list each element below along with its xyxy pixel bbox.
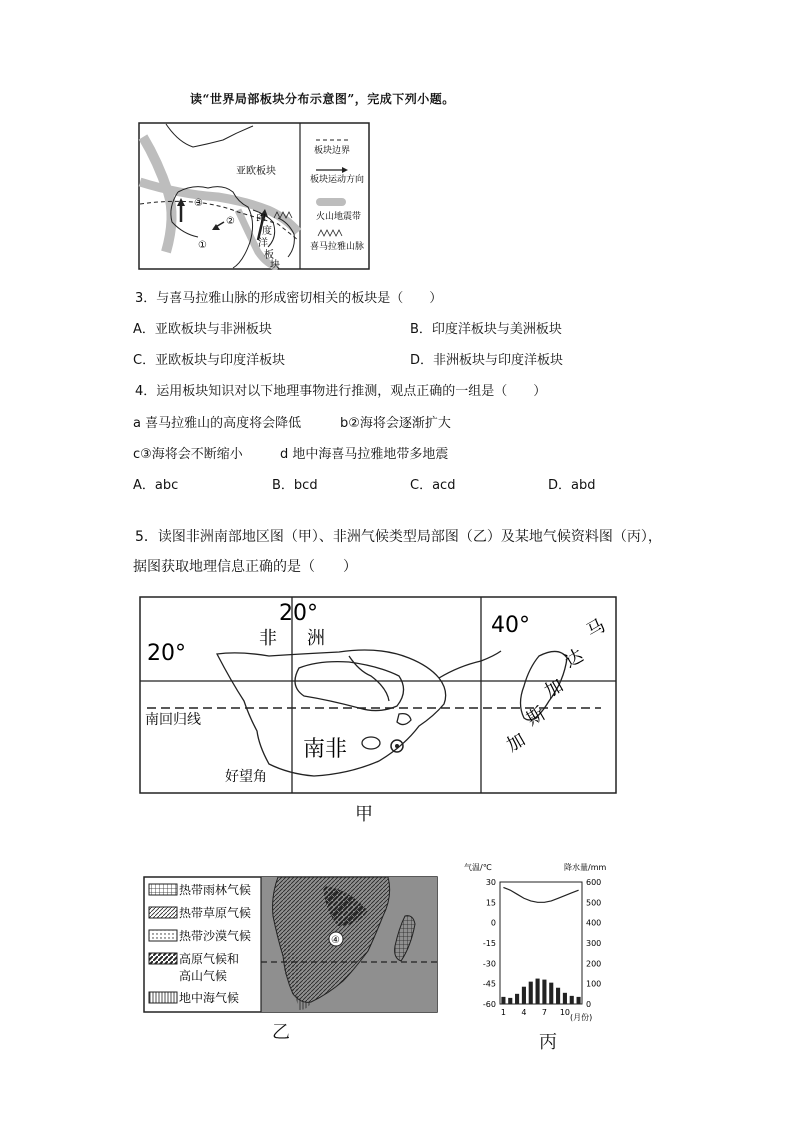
lat-20-label: 20° bbox=[147, 641, 186, 666]
indian-plate-label-5: 块 bbox=[270, 260, 280, 270]
yi-legend-highland-1: 高原气候和 bbox=[179, 952, 240, 966]
lon-20-label: 20° bbox=[279, 601, 318, 626]
q4-statement-c: c③海将会不断缩小 bbox=[133, 447, 243, 462]
yi-legend-desert: 热带沙漠气候 bbox=[179, 929, 252, 943]
chart-bar bbox=[577, 997, 581, 1004]
chart-right-tick: 600 bbox=[586, 878, 602, 887]
legend-movement: 板块运动方向 bbox=[310, 175, 365, 185]
chart-right-tick: 400 bbox=[586, 918, 602, 928]
q3-stem: 3．与喜马拉雅山脉的形成密切相关的板块是（ ） bbox=[135, 291, 443, 306]
chart-bar bbox=[515, 994, 519, 1004]
chart-left-tick: 30 bbox=[485, 878, 496, 887]
chart-bar bbox=[570, 996, 574, 1004]
chart-x-tick: 10 bbox=[559, 1008, 571, 1017]
madagascar-char-1: 马 bbox=[583, 615, 610, 643]
south-africa-label: 南非 bbox=[303, 737, 348, 762]
q3-option-b[interactable]: B．印度洋板块与美洲板块 bbox=[410, 322, 562, 337]
q4-option-d[interactable]: D．abd bbox=[548, 478, 596, 493]
climate-chart bbox=[460, 858, 620, 1024]
marker-3: ③ bbox=[194, 198, 203, 209]
marker-1: ① bbox=[198, 240, 207, 251]
q4-option-c[interactable]: C．acd bbox=[410, 478, 456, 493]
q4-option-b[interactable]: B．bcd bbox=[272, 478, 318, 493]
q5-stem-line2: 据图获取地理信息正确的是（ ） bbox=[133, 559, 357, 575]
chart-ylabel-right: 降水量/mm bbox=[564, 863, 607, 872]
climate-chart-svg bbox=[460, 858, 620, 1024]
madagascar-char-3: 加 bbox=[541, 675, 568, 703]
africa-label-1: 非 bbox=[259, 628, 277, 649]
caption-jia: 甲 bbox=[355, 804, 373, 825]
chart-xlabel: (月份) bbox=[570, 1013, 593, 1022]
chart-bar bbox=[549, 983, 553, 1004]
chart-left-tick: -60 bbox=[482, 1000, 496, 1009]
marker-2: ② bbox=[226, 216, 235, 227]
q3-option-c[interactable]: C．亚欧板块与印度洋板块 bbox=[133, 353, 286, 368]
chart-x-tick: 1 bbox=[500, 1008, 506, 1017]
caption-yi: 乙 bbox=[272, 1022, 290, 1043]
eurasian-plate-label: 亚欧板块 bbox=[236, 166, 276, 177]
legend-volcano: 火山地震带 bbox=[316, 212, 362, 222]
tropic-label: 南回归线 bbox=[145, 712, 201, 728]
map-jia bbox=[139, 596, 617, 794]
q3-option-a[interactable]: A．亚欧板块与非洲板块 bbox=[133, 322, 272, 337]
q4-statement-b: b②海将会逐渐扩大 bbox=[340, 416, 451, 431]
chart-left-tick: -15 bbox=[482, 939, 496, 948]
chart-left-tick: 15 bbox=[485, 898, 496, 908]
chart-right-tick: 0 bbox=[586, 1000, 592, 1009]
indian-plate-label-2: 度 bbox=[262, 226, 272, 237]
yi-legend-rainforest: 热带雨林气候 bbox=[179, 883, 252, 897]
chart-temperature-line bbox=[503, 887, 578, 902]
legend-himalaya: 喜马拉雅山脉 bbox=[310, 242, 365, 252]
madagascar-char-2: 达 bbox=[561, 645, 588, 673]
lon-40-label: 40° bbox=[491, 613, 530, 638]
chart-frame bbox=[500, 882, 582, 1004]
map-yi bbox=[143, 876, 438, 1013]
chart-left-tick: -30 bbox=[482, 959, 496, 969]
chart-ylabel-left: 气温/℃ bbox=[464, 863, 492, 872]
africa-label-2: 洲 bbox=[307, 628, 325, 649]
intro-text: 读“世界局部板块分布示意图”，完成下列小题。 bbox=[190, 92, 455, 106]
yi-legend-mediterranean: 地中海气候 bbox=[179, 991, 240, 1005]
chart-left-tick: 0 bbox=[490, 918, 496, 928]
yi-legend-savanna: 热带草原气候 bbox=[179, 906, 252, 920]
chart-left-tick: -45 bbox=[482, 979, 496, 989]
caption-bing: 丙 bbox=[539, 1032, 557, 1053]
chart-bar bbox=[536, 979, 540, 1004]
chart-bar bbox=[542, 980, 546, 1004]
q4-stem: 4．运用板块知识对以下地理事物进行推测，观点正确的一组是（ ） bbox=[135, 384, 547, 399]
legend-boundary: 板块边界 bbox=[314, 146, 351, 156]
indian-plate-label-4: 板 bbox=[264, 250, 274, 261]
chart-right-tick: 100 bbox=[586, 979, 602, 989]
q5-stem-line1: 5．读图非洲南部地区图（甲）、非洲气候类型局部图（乙）及某地气候资料图（丙）， bbox=[135, 529, 662, 545]
q4-statement-d: d 地中海喜马拉雅地带多地震 bbox=[280, 447, 449, 462]
chart-bar bbox=[508, 998, 512, 1004]
chart-right-tick: 500 bbox=[586, 898, 602, 908]
indian-plate-label-1: 印 bbox=[256, 214, 266, 225]
plate-map bbox=[138, 122, 370, 270]
chart-bar bbox=[529, 982, 533, 1004]
chart-x-tick: 7 bbox=[541, 1008, 547, 1017]
chart-right-tick: 300 bbox=[586, 939, 602, 948]
q4-statement-a: a 喜马拉雅山的高度将会降低 bbox=[133, 416, 302, 431]
chart-bar bbox=[563, 993, 567, 1004]
chart-bar bbox=[522, 987, 526, 1004]
q4-option-a[interactable]: A．abc bbox=[133, 478, 179, 493]
chart-bar bbox=[556, 988, 560, 1004]
chart-x-tick: 4 bbox=[521, 1008, 527, 1017]
marker-4: ④ bbox=[331, 935, 340, 946]
cape-label: 好望角 bbox=[225, 769, 267, 785]
chart-right-tick: 200 bbox=[586, 959, 602, 969]
chart-bar bbox=[501, 997, 505, 1004]
madagascar-char-4: 斯 bbox=[523, 703, 550, 731]
indian-plate-label-3: 洋 bbox=[258, 238, 268, 249]
madagascar-char-5: 加 bbox=[503, 729, 530, 757]
q3-option-d[interactable]: D．非洲板块与印度洋板块 bbox=[410, 353, 564, 368]
yi-legend-highland-2: 高山气候 bbox=[179, 969, 228, 983]
